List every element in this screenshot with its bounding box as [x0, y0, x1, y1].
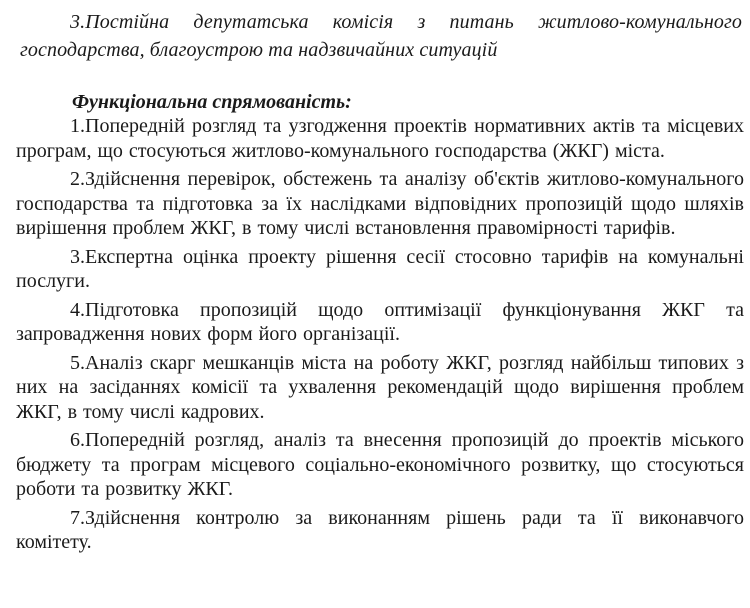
function-item-7: 7.Здійснення контролю за виконанням рішень ради та її виконавчого комітету.	[16, 506, 744, 553]
commission-heading: 3.Постійна депутатська комісія з питань житлово-комунального господарства, благоустрою та надзвичайних ситуацій	[20, 11, 742, 61]
function-item-2: 2.Здійснення перевірок, обстежень та аналізу об'єктів житлово-комунального господарства та підготовка за їх наслідками відповідних пропозицій щодо шляхів вирішення проблем ЖКГ, в тому числі встановлення правомірності тарифів.	[16, 168, 744, 239]
function-list	[16, 114, 744, 559]
function-item-1: 1.Попередній розгляд та узгодження проектів нормативних актів та місцевих програм, що стосуються житлово-комунального господарства (ЖКГ) міста.	[16, 115, 744, 162]
function-item-3: 3.Експертна оцінка проекту рішення сесії стосовно тарифів на комунальні послуги.	[16, 245, 744, 292]
function-item-4: 4.Підготовка пропозицій щодо оптимізації функціонування ЖКГ та запровадження нових форм його організації.	[16, 298, 744, 345]
function-item-6: 6.Попередній розгляд, аналіз та внесення пропозицій до проектів міського бюджету та програм місцевого соціально-економічного розвитку, що стосуються роботи та розвитку ЖКГ.	[16, 429, 744, 500]
function-item-5: 5.Аналіз скарг мешканців міста на роботу ЖКГ, розгляд найбільш типових з них на засіданнях комісії та ухвалення рекомендацій щодо вирішення проблем ЖКГ, в тому числі кадрових.	[16, 351, 744, 423]
section-title: Функціональна спрямованість:	[72, 91, 352, 113]
